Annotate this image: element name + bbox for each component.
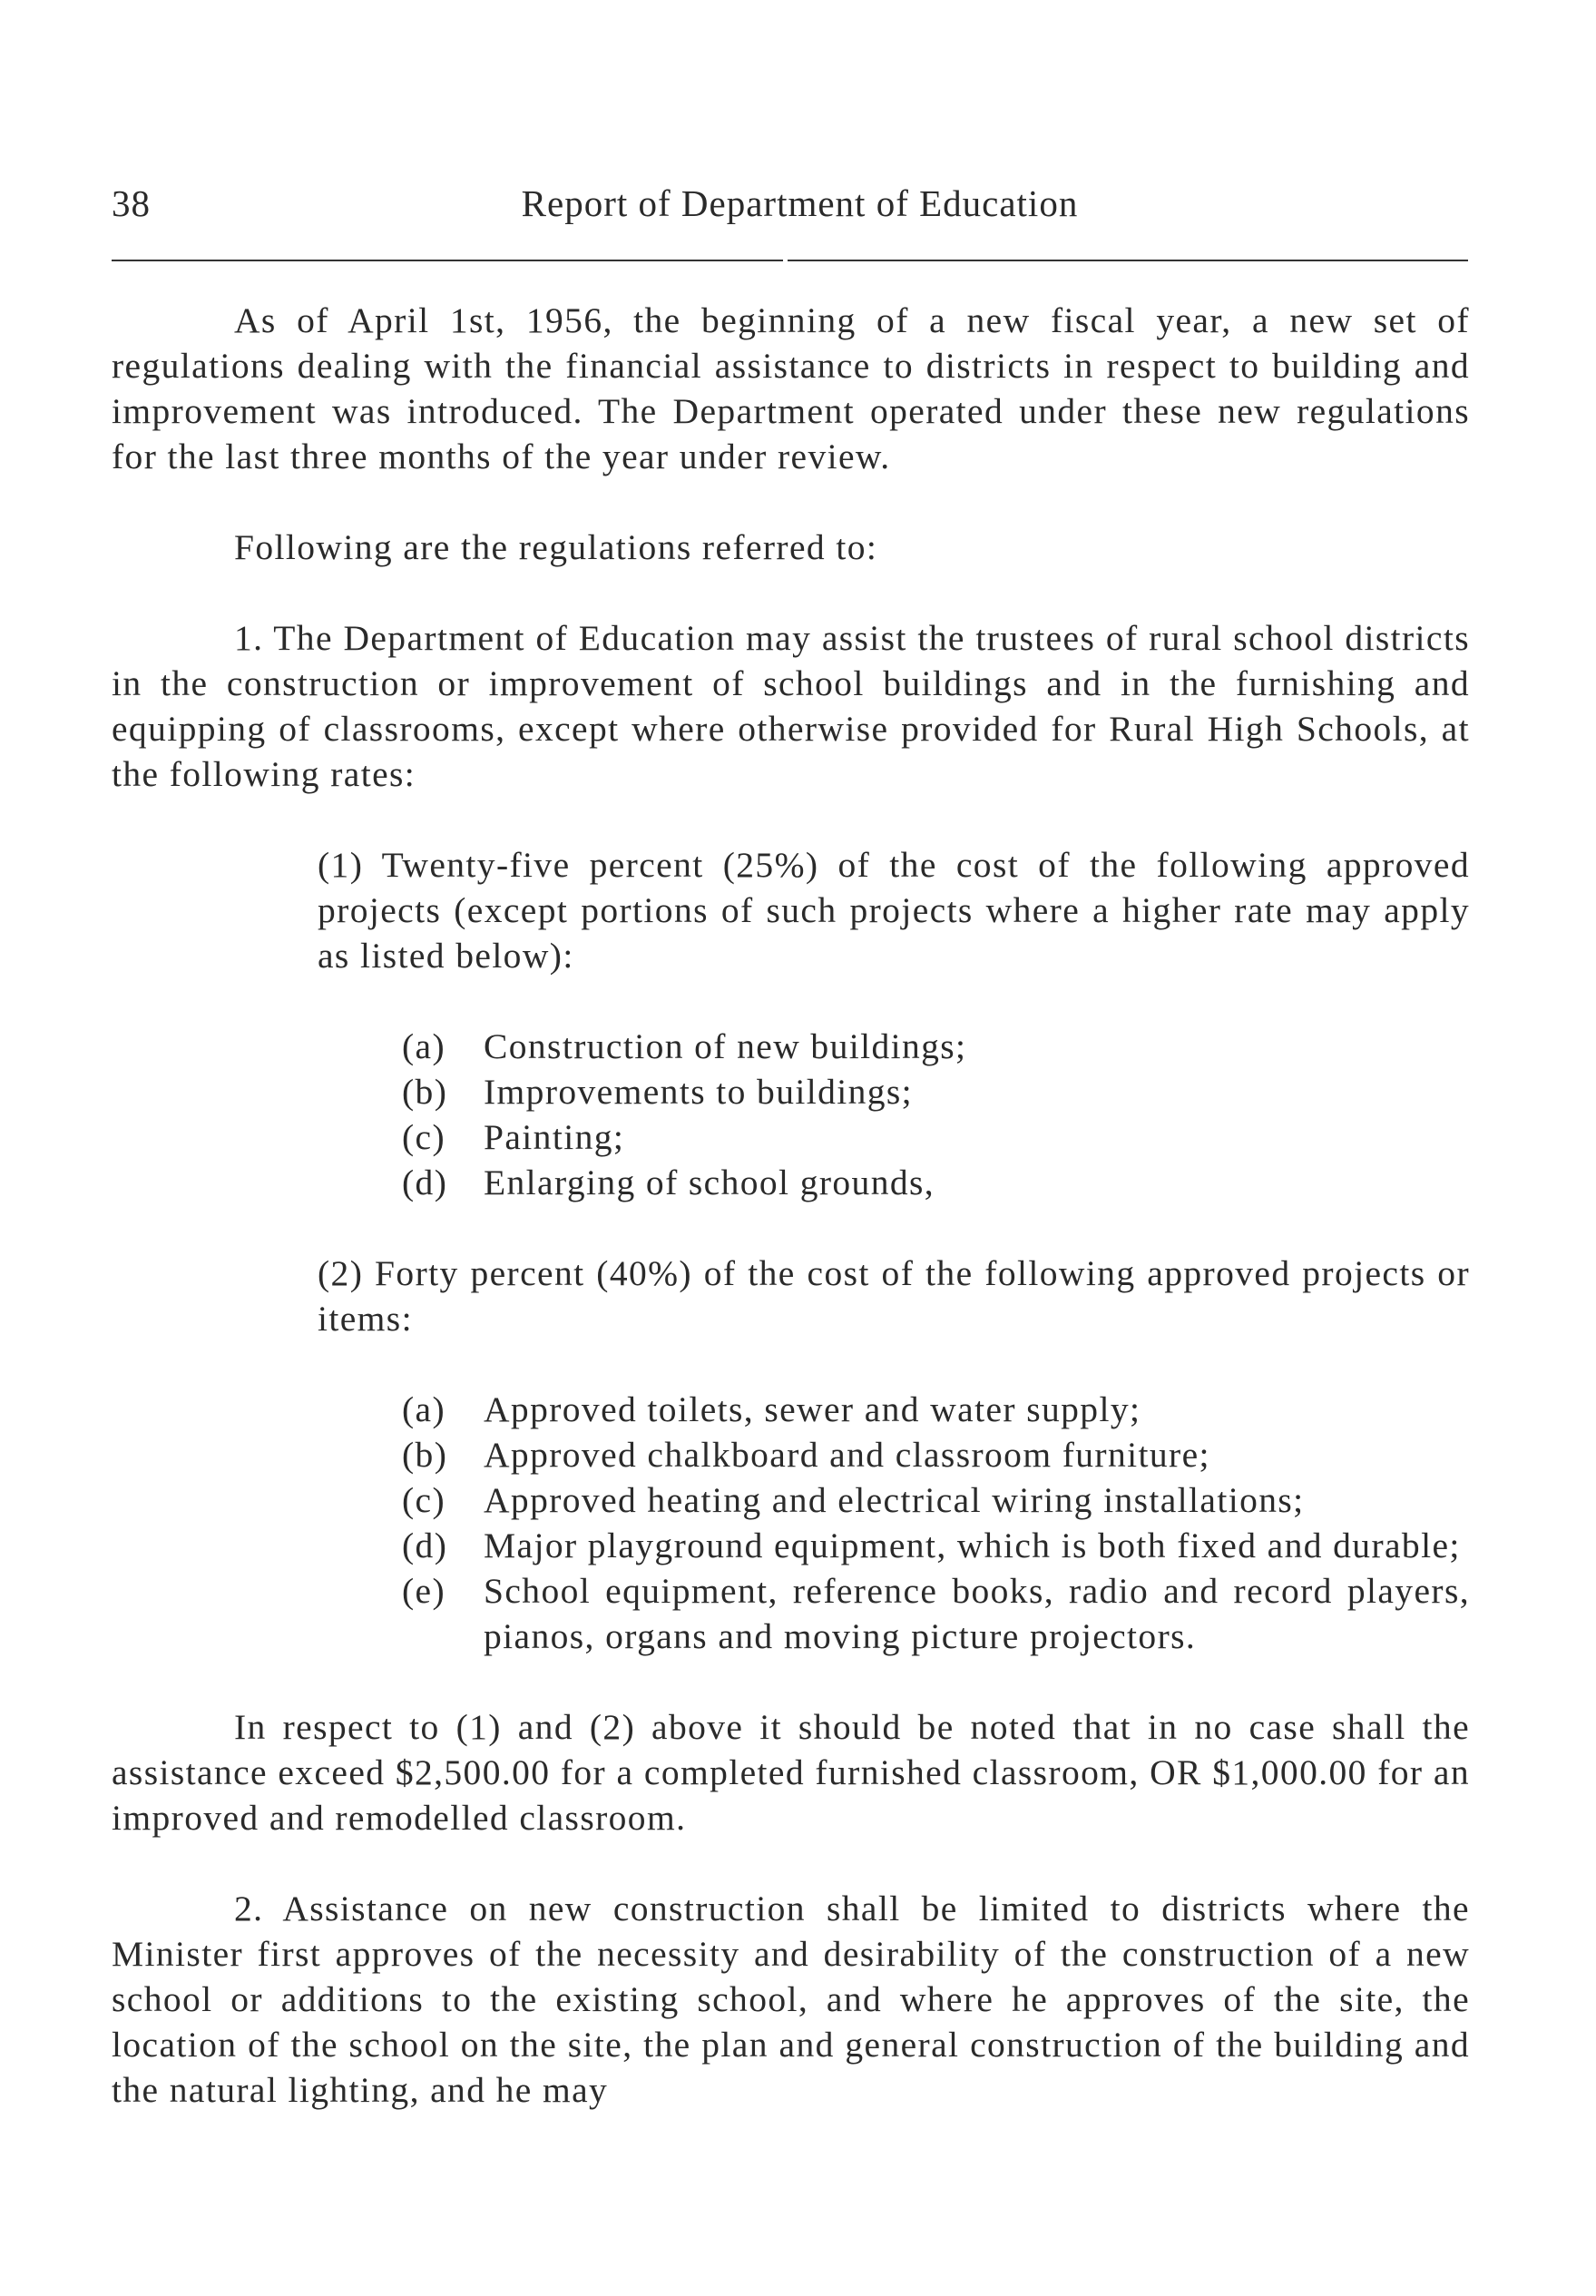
list-item-label: (d) (402, 1163, 448, 1202)
list-item-label: (c) (402, 1480, 446, 1520)
regulation-2: 2. Assistance on new construction shall be limited to districts where the Minister first approves of the necessity and desirability of the construction of a new school or additions to the existing school, and where he approves of the site, the location of the school on the site, the plan and general construction of the building and the natural lighting, and he may (112, 1889, 1470, 2110)
list-item-text: Improvements to buildings; (484, 1072, 914, 1112)
list-item-text: Major playground equipment, which is both fixed and durable; (484, 1526, 1461, 1565)
list-item (402, 1114, 1470, 1160)
regulation-1: 1. The Department of Education may assist the trustees of rural school districts in the construction or improvement of school buildings and in the furnishing and equipping of classrooms, except where otherwise provided for Rural High Schools, at the following rates: (112, 618, 1470, 794)
list-40-percent (402, 1387, 1470, 1659)
list-item-label: (b) (402, 1435, 448, 1475)
page-header (112, 182, 1470, 236)
header-rule-right (788, 260, 1468, 261)
sub-clause-2: (2) Forty percent (40%) of the cost of the following approved projects or items: (318, 1253, 1470, 1339)
paragraph-limit-note: In respect to (1) and (2) above it should be noted that in no case shall the assistance exceed $2,500.00 for a completed furnished classroom, OR $1,000.00 for an improved and remodelled classroom. (112, 1707, 1470, 1838)
list-item (402, 1568, 1470, 1659)
paragraph-following: Following are the regulations referred to: (234, 527, 878, 567)
paragraph-intro: As of April 1st, 1956, the beginning of a new fiscal year, a new set of regulations dealing with the financial assistance to districts in respect to building and improvement was introduced. The Department operated under these new regulations for the last three months of the year under review. (112, 300, 1470, 476)
list-item-label: (a) (402, 1026, 446, 1066)
list-item-label: (c) (402, 1117, 446, 1157)
list-item-text: Painting; (484, 1117, 625, 1157)
list-item (402, 1477, 1470, 1523)
running-title: Report of Department of Education (521, 182, 1079, 224)
list-item-text: School equipment, reference books, radio and record players, pianos, organs and moving picture projectors. (484, 1571, 1470, 1656)
body-text (112, 298, 1470, 2113)
list-item-text: Approved heating and electrical wiring installations; (484, 1480, 1305, 1520)
list-item (402, 1024, 1470, 1069)
list-25-percent (402, 1024, 1470, 1205)
list-item-text: Approved chalkboard and classroom furniture; (484, 1435, 1210, 1475)
list-item-label: (a) (402, 1389, 446, 1429)
list-item-label: (e) (402, 1571, 446, 1611)
list-item (402, 1432, 1470, 1477)
page-number: 38 (112, 182, 151, 224)
sub-clause-1: (1) Twenty-five percent (25%) of the cost of the following approved projects (except portions of such projects where a higher rate may apply as listed below): (318, 845, 1470, 976)
list-item-label: (d) (402, 1526, 448, 1565)
header-rule-left (112, 260, 783, 261)
list-item-text: Approved toilets, sewer and water supply; (484, 1389, 1141, 1429)
list-item-label: (b) (402, 1072, 448, 1112)
list-item (402, 1387, 1470, 1432)
list-item-text: Construction of new buildings; (484, 1026, 967, 1066)
list-item (402, 1523, 1470, 1568)
list-item (402, 1160, 1470, 1205)
list-item-text: Enlarging of school grounds, (484, 1163, 935, 1202)
list-item (402, 1069, 1470, 1114)
